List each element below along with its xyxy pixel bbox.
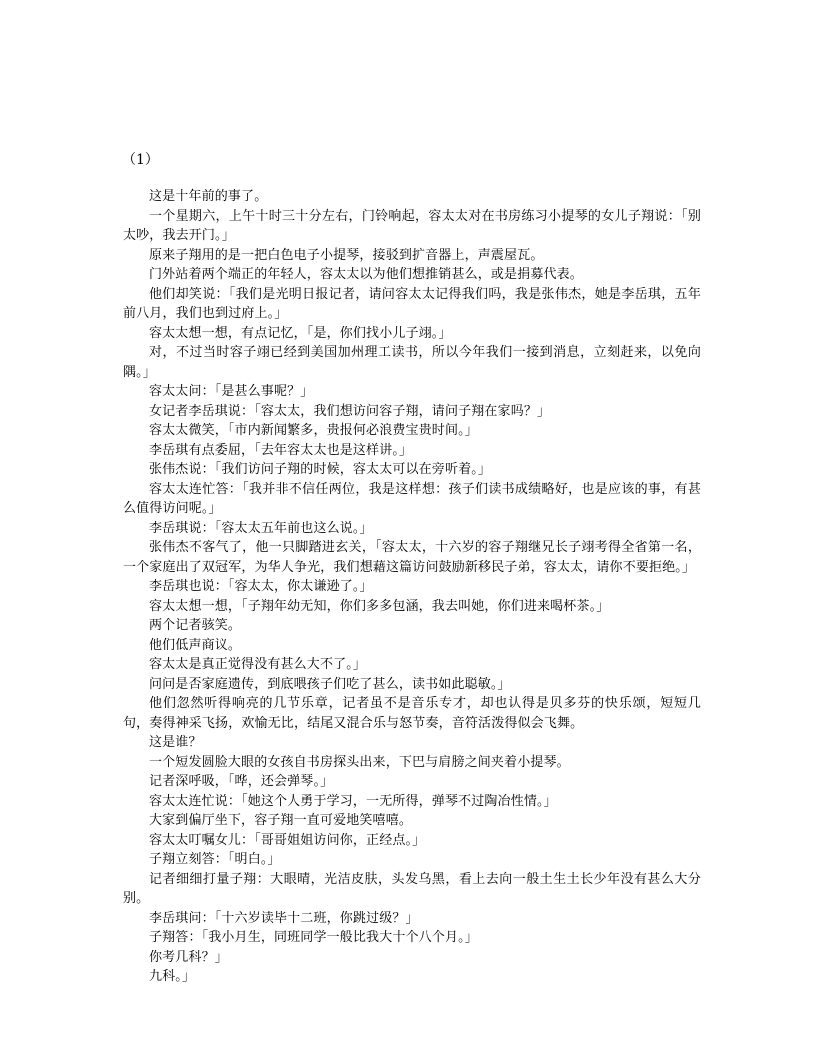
paragraph: 李岳琪问：「十六岁读毕十二班，你跳过级？」: [149, 910, 419, 926]
paragraph: 子翔答：「我小月生，同班同学一般比我大十个八个月。」: [149, 930, 478, 945]
paragraph: 问问是否家庭遗传，到底喂孩子们吃了甚么，读书如此聪敏。」: [149, 676, 511, 692]
paragraph: 记者深呼吸，「哗，还会弹琴。」: [149, 774, 334, 789]
paragraph: 女记者李岳琪说：「容太太，我们想访问容子翔，请问子翔在家吗？」: [149, 403, 551, 419]
paragraph: 他们忽然听得响亮的几节乐章，记者虽不是音乐专才，却也认得是贝多芬的快乐颂，短短几句，奏得神采飞扬，欢愉无比，结尾又混合乐与怒节奏，音符活泼得似会飞舞。: [123, 696, 701, 731]
paragraph: 你考几科？」: [149, 949, 228, 965]
paragraph: 容太太微笑，「市内新闻繁多，贵报何必浪费宝贵时间。」: [149, 423, 478, 438]
paragraph: 张伟杰说：「我们访问子翔的时候，容太太可以在旁听着。」: [149, 462, 492, 477]
paragraph: 这是谁？: [149, 735, 202, 750]
paragraph: 容太太是真正觉得没有甚么大不了。」: [149, 657, 367, 672]
paragraph: 容太太叮嘱女儿：「哥哥姐姐访问你，正经点。」: [149, 832, 426, 848]
paragraph: 九科。」: [149, 969, 196, 984]
body-text: [123, 187, 701, 987]
paragraph: 他们低声商议。: [149, 637, 242, 653]
paragraph: 大家到偏厅坐下，容子翔一直可爱地笑嘻嘻。: [149, 813, 413, 828]
paragraph: 李岳琪说：「容太太五年前也这么说。」: [149, 520, 373, 536]
paragraph: 子翔立刻答：「明白。」: [149, 852, 281, 867]
paragraph: 原来子翔用的是一把白色电子小提琴，接驳到扩音器上，声震屋瓦。: [149, 247, 544, 263]
paragraph: 他们却笑说：「我们是光明日报记者，请问容太太记得我们吗，我是张伟杰，她是李岳琪，五年前八月，我们也到过府上。」: [123, 286, 701, 321]
paragraph: 门外站着两个端正的年轻人，容太太以为他们想推销甚么，或是捐募代表。: [149, 267, 583, 282]
paragraph: 李岳琪也说：「容太太，你太谦逊了。」: [149, 579, 373, 594]
paragraph: 记者细细打量子翔：大眼晴，光洁皮肤，头发乌黑，看上去向一般土生土长少年没有甚么大分别。: [123, 871, 701, 906]
paragraph: 容太太想一想，有点记忆，「是，你们找小儿子翊。」: [149, 325, 452, 341]
paragraph: 两个记者骇笑。: [149, 618, 242, 633]
paragraph: 容太太想一想，「子翔年幼无知，你们多多包涵，我去叫她，你们进来喝杯茶。」: [149, 598, 610, 614]
paragraph: 张伟杰不客气了，他一只脚踏进玄关，「容太太，十六岁的容子翔继兄长子翊考得全省第一名，一个家庭出了双冠军，为华人争光，我们想藉这篇访问鼓励新移民子弟，容太太，请你不要拒绝。」: [123, 540, 701, 575]
paragraph: 对，不过当时容子翊已经到美国加州理工读书，所以今年我们一接到消息，立刻赶来，以免向隅。」: [123, 345, 701, 380]
paragraph: 李岳琪有点委屈，「去年容太太也是这样讲。」: [149, 442, 413, 458]
chapter-heading: （1）: [122, 152, 159, 168]
paragraph: 一个短发圆脸大眼的女孩自书房探头出来，下巴与肩膀之间夹着小提琴。: [149, 754, 570, 770]
paragraph: 这是十年前的事了。: [149, 189, 268, 204]
paragraph: 一个星期六，上午十时三十分左右，门铃响起，容太太对在书房练习小提琴的女儿子翔说：「别太吵，我去开门。」: [123, 208, 701, 243]
paragraph: 容太太问：「是甚么事呢？」: [149, 384, 314, 399]
paragraph: 容太太连忙说：「她这个人勇于学习，一无所得，弹琴不过陶冶性情。」: [149, 793, 557, 809]
paragraph: 容太太连忙答：「我并非不信任两位，我是这样想：孩子们读书成绩略好，也是应该的事，有甚么值得访问呢。」: [123, 481, 701, 516]
